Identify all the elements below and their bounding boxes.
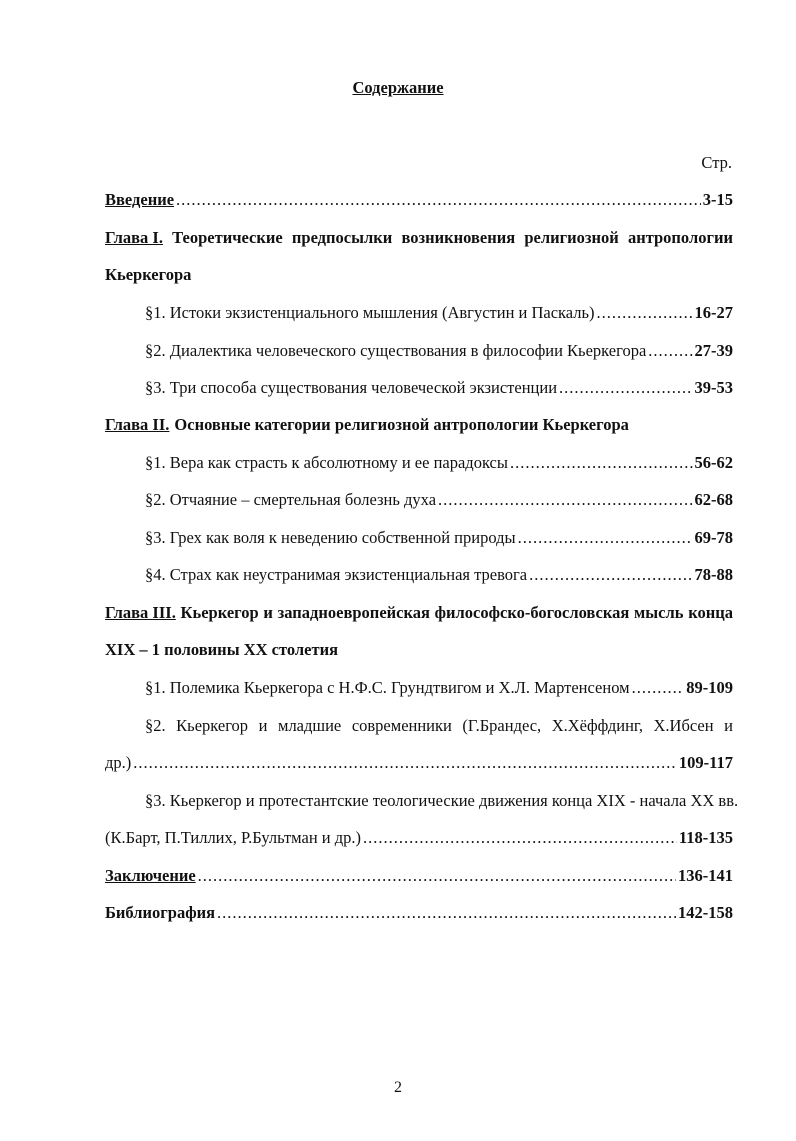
toc-entry-label: Введение — [105, 190, 175, 209]
toc-entry-pages: 16-27 — [694, 303, 733, 322]
leader-dots — [597, 302, 693, 324]
page-column-label: Стр. — [701, 153, 732, 172]
toc-entry-ch2-s2 — [145, 489, 733, 511]
toc-entry-pages: 39-53 — [694, 378, 733, 397]
toc-entry-ch3-s1 — [145, 677, 733, 699]
title-word: философско-богословская — [434, 603, 630, 622]
toc-entry-label: (К.Барт, П.Тиллих, Р.Бультман и др.) — [105, 828, 362, 847]
leader-dots — [648, 340, 692, 362]
chapter-2-prefix: Глава II. — [105, 415, 170, 434]
toc-entry-ch1-s2 — [145, 340, 733, 362]
toc-entry-ch2-s1 — [145, 452, 733, 474]
leader-dots — [632, 677, 685, 699]
toc-entry-ch3-s3-line2 — [105, 827, 733, 849]
chapter-1-title-cont: Кьеркегора — [105, 265, 192, 284]
toc-entry-pages: 109-117 — [678, 753, 733, 772]
title-word: западноевропейская — [277, 603, 430, 622]
toc-entry-label: др.) — [105, 753, 132, 772]
toc-entry-label: Библиография — [105, 903, 216, 922]
toc-entry-pages: 142-158 — [678, 903, 733, 922]
toc-entry-bibliography — [105, 902, 733, 924]
leader-dots — [438, 489, 692, 511]
leader-dots — [510, 452, 693, 474]
leader-dots — [559, 377, 692, 399]
toc-entry-label: §1. Истоки экзистенциального мышления (Августин и Паскаль) — [145, 303, 595, 322]
chapter-1-title-line2 — [105, 264, 733, 286]
entry-word: и — [258, 716, 268, 735]
toc-entry-intro — [105, 189, 733, 211]
toc-entry-ch1-s3 — [145, 377, 733, 399]
toc-entry-label: §1. Вера как страсть к абсолютному и ее парадоксы — [145, 453, 508, 472]
chapter-3-title-line1 — [105, 602, 733, 624]
toc-entry-label: §2. Диалектика человеческого существования в философии Кьеркегора — [145, 341, 647, 360]
toc-entry-ch3-s2-line2 — [105, 752, 733, 774]
chapter-3-title-line2 — [105, 639, 733, 661]
entry-word: Х.Ибсен — [653, 716, 714, 735]
entry-word: Кьеркегор — [176, 716, 249, 735]
toc-entry-pages: 27-39 — [694, 341, 733, 360]
toc-entry-ch3-s2-line1 — [145, 715, 733, 737]
entry-word: и — [724, 716, 733, 735]
title-word: и — [263, 603, 273, 622]
leader-dots — [363, 827, 677, 849]
title-word: предпосылки — [291, 228, 393, 247]
title-word: Кьеркегор — [180, 603, 259, 622]
toc-entry-pages: 118-135 — [678, 828, 733, 847]
toc-entry-label: §2. Отчаяние – смертельная болезнь духа — [145, 490, 437, 509]
entry-word: Х.Хёффдинг, — [551, 716, 643, 735]
chapter-3-prefix: Глава III. — [105, 603, 176, 622]
title-word: религиозной — [524, 228, 619, 247]
title-word: мысль — [634, 603, 684, 622]
toc-entry-label: §1. Полемика Кьеркегора с Н.Ф.С. Грундтвигом и Х.Л. Мартенсеном — [145, 678, 630, 697]
chapter-1-prefix: Глава I. — [105, 228, 163, 247]
toc-entry-pages: 136-141 — [678, 866, 733, 885]
page-number: 2 — [394, 1079, 402, 1096]
chapter-2-title-text: Основные категории религиозной антропологии Кьеркегора — [174, 415, 629, 434]
leader-dots — [133, 752, 677, 774]
toc-entry-label: §3. Грех как воля к неведению собственной природы — [145, 528, 516, 547]
toc-entry-ch3-s3-line1 — [145, 790, 739, 812]
toc-entry-ch1-s1 — [145, 302, 733, 324]
toc-entry-conclusion — [105, 865, 733, 887]
title-word: антропологии — [627, 228, 733, 247]
toc-entry-pages: 3-15 — [702, 190, 733, 209]
entry-word: младшие — [278, 716, 342, 735]
title-word: конца — [688, 603, 733, 622]
toc-entry-pages: 56-62 — [694, 453, 733, 472]
title-word: Теоретические — [172, 228, 283, 247]
leader-dots — [176, 189, 701, 211]
toc-entry-pages: 62-68 — [694, 490, 733, 509]
entry-word: современники — [351, 716, 452, 735]
chapter-1-title-line1 — [105, 227, 733, 249]
leader-dots — [198, 865, 676, 887]
toc-entry-pages: 89-109 — [686, 678, 733, 697]
entry-word: (Г.Брандес, — [462, 716, 542, 735]
toc-entry-pages: 69-78 — [694, 528, 733, 547]
toc-entry-label: §3. Кьеркегор и протестантские теологические движения конца XIX - начала XX вв. — [145, 791, 739, 810]
title-word: возникновения — [401, 228, 516, 247]
toc-entry-ch2-s4 — [145, 564, 733, 586]
leader-dots — [217, 902, 676, 924]
toc-entry-label: §4. Страх как неустранимая экзистенциальная тревога — [145, 565, 528, 584]
chapter-2-title — [105, 414, 733, 436]
toc-entry-pages: 78-88 — [694, 565, 733, 584]
leader-dots — [518, 527, 693, 549]
chapter-3-title-cont: XIX – 1 половины XX столетия — [105, 640, 339, 659]
toc-entry-label: §3. Три способа существования человеческой экзистенции — [145, 378, 558, 397]
page-title: Содержание — [352, 78, 444, 97]
toc-entry-label: Заключение — [105, 866, 196, 885]
leader-dots — [529, 564, 692, 586]
toc-entry-ch2-s3 — [145, 527, 733, 549]
entry-word: §2. — [145, 716, 166, 735]
